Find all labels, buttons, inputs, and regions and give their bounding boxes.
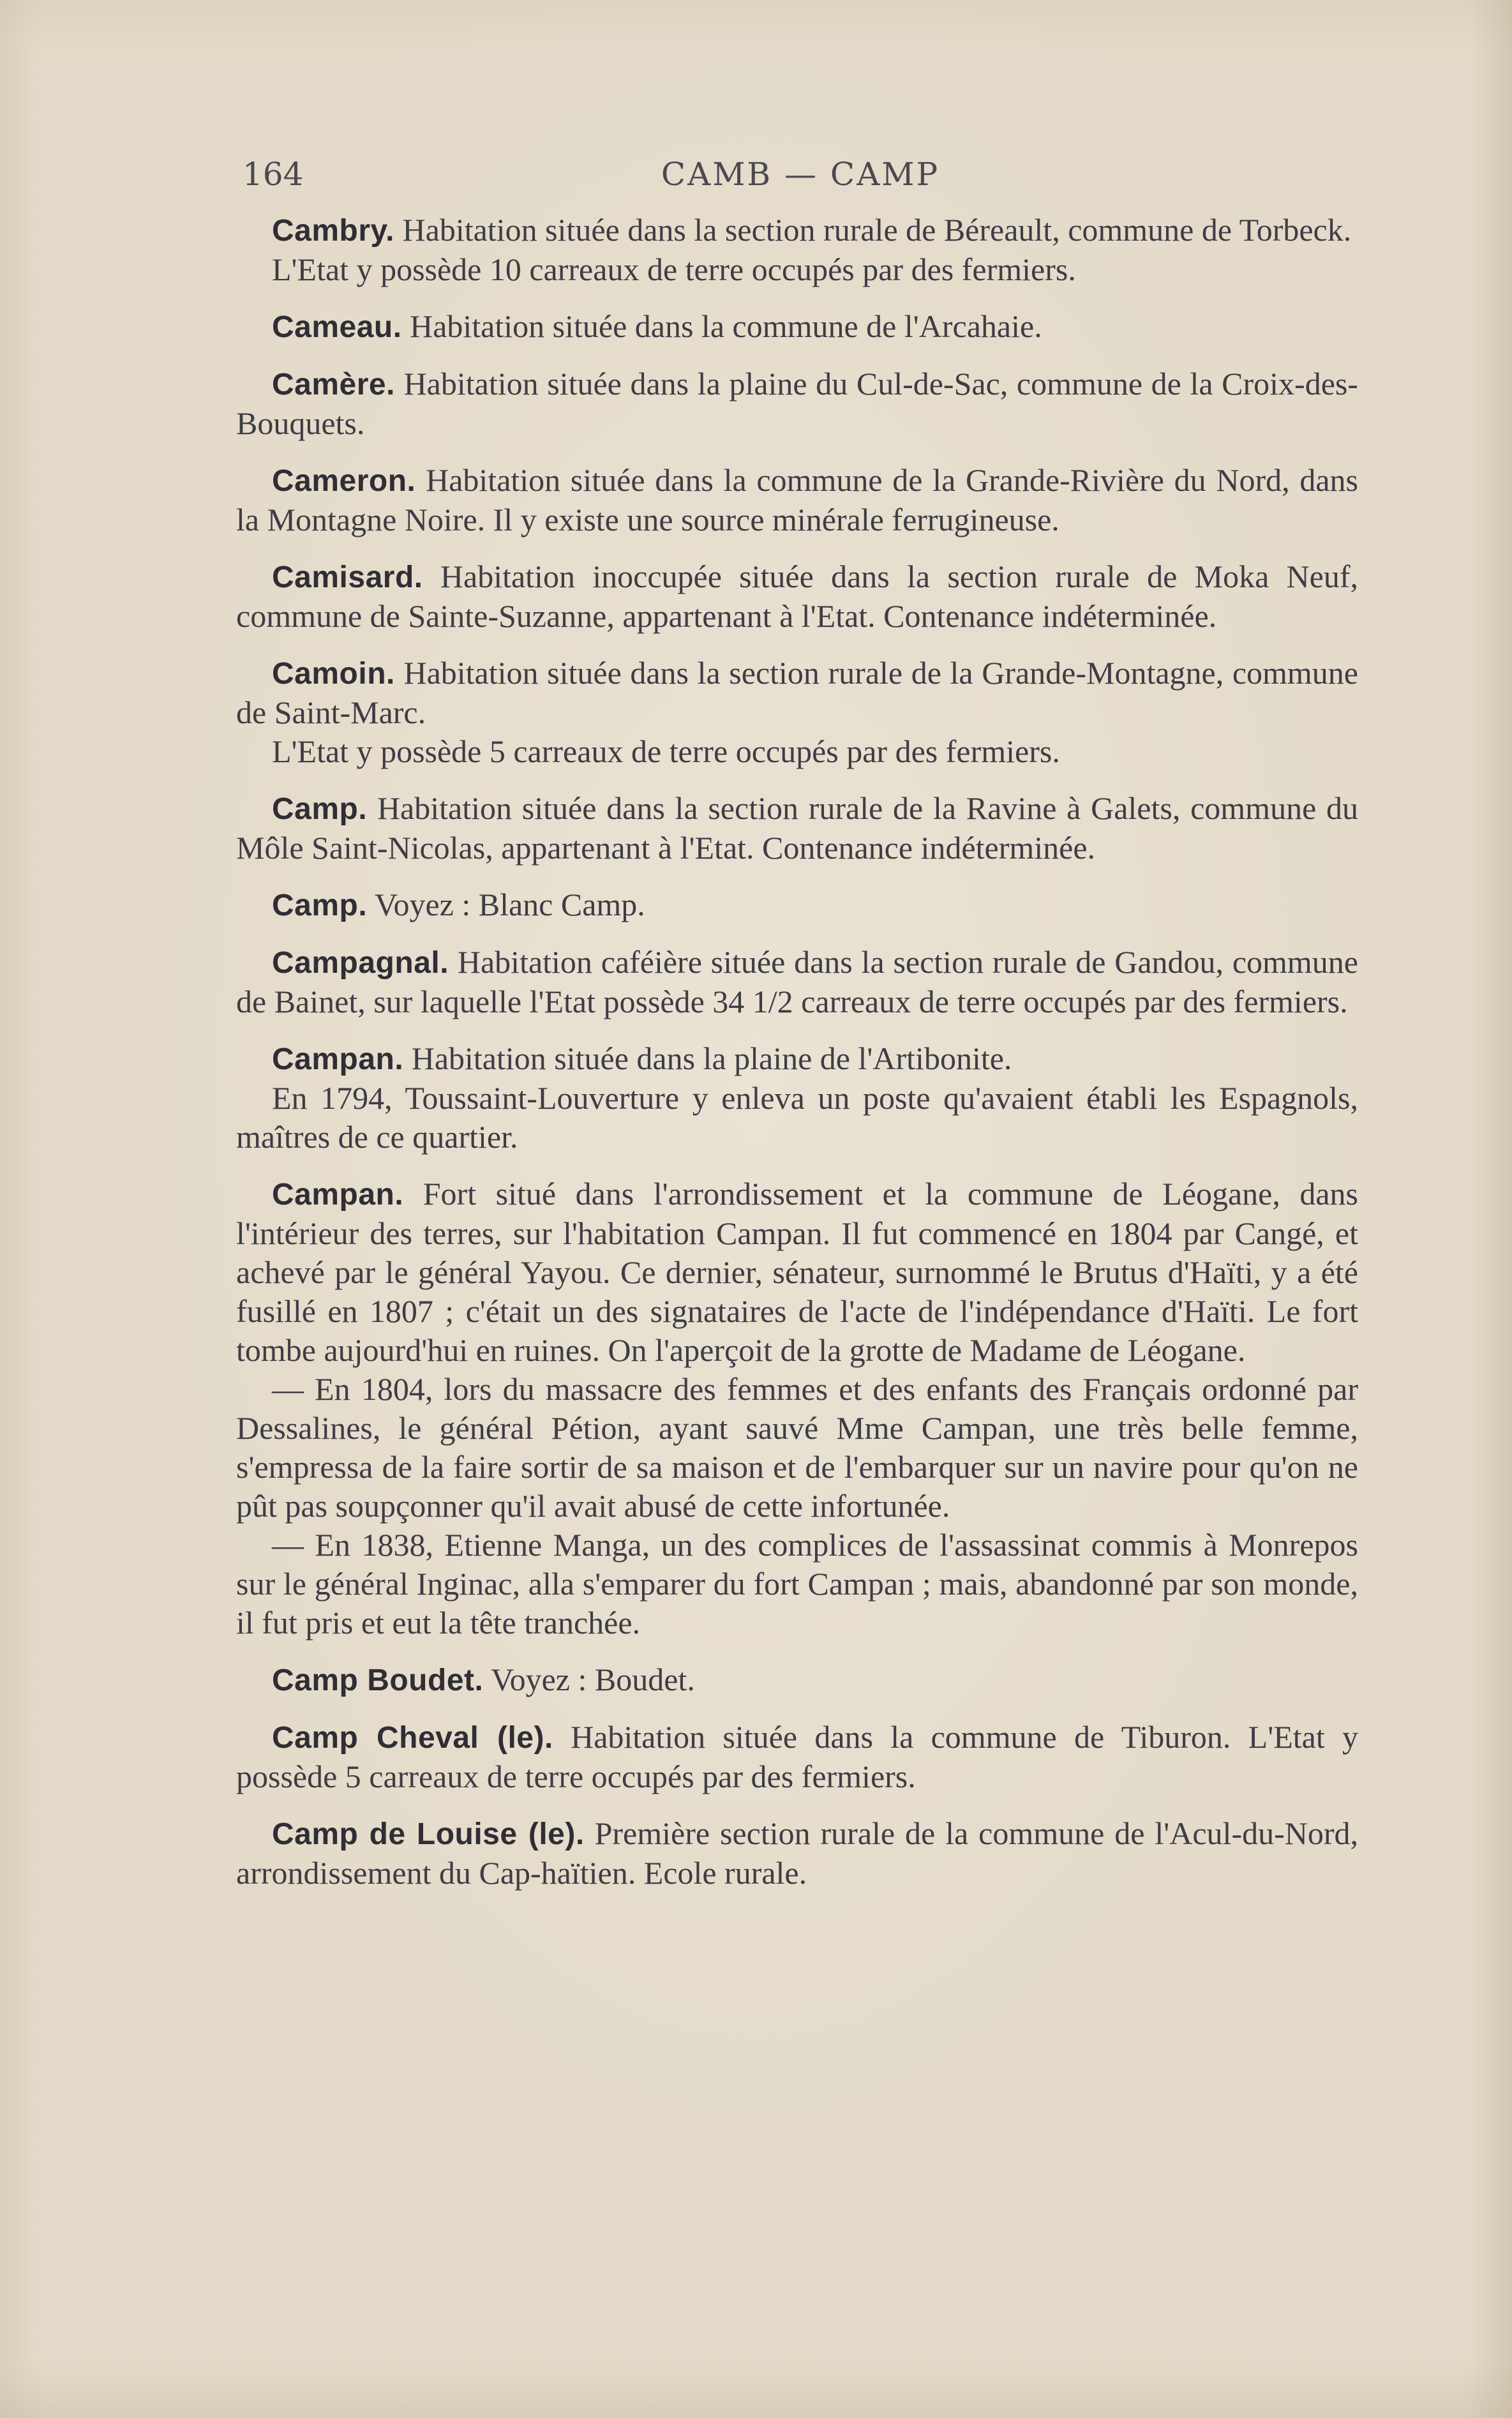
running-head: CAMB — CAMP [661,156,940,193]
entry-headword: Camoin. [272,657,395,691]
entry-headword: Camp de Louise (le). [272,1817,585,1851]
entry-headword: Camp. [272,889,368,922]
entry-headword: Camère. [272,368,395,402]
entry-text: Habitation située dans la section rurale de la Grande-Montagne, commune de Saint-Marc. [236,655,1358,730]
entry-text: Habitation située dans la commune de Tiburon. L'Etat y possède 5 carreaux de terre occupés par des fermiers. [236,1719,1359,1794]
dictionary-entry [236,461,1358,539]
entry-definition [236,1660,1358,1700]
entry-text: Habitation située dans la plaine du Cul-de-Sac, commune de la Croix-des-Bouquets. [236,366,1359,441]
dictionary-entries [236,211,1358,1911]
entry-text: L'Etat y possède 5 carreaux de terre occupés par des fermiers. [272,733,1060,769]
entry-paragraph [236,250,1358,289]
entry-headword: Camp Cheval (le). [272,1721,553,1755]
entry-text: Habitation située dans la commune de l'Arcahaie. [410,308,1042,344]
entry-definition [236,364,1358,443]
dictionary-entry [236,364,1358,443]
entry-headword: Camp Boudet. [272,1663,484,1697]
entry-text: En 1794, Toussaint-Louverture y enleva un poste qu'avaient établi les Espagnols, maîtres de ce quartier. [236,1080,1358,1155]
entry-paragraph [236,1370,1358,1526]
entry-text: — En 1838, Etienne Manga, un des complices de l'assassinat commis à Monrepos sur le général Inginac, alla s'emparer du fort Campan ; mais, abandonné par son monde, il fut pris et eut la tête tranchée. [236,1527,1358,1641]
entry-headword: Cameau. [272,310,402,344]
entry-text: Habitation caféière située dans la section rurale de Gandou, commune de Bainet, sur laquelle l'Etat possède 34 1/2 carreaux de terre occupés par des fermiers. [236,944,1358,1019]
dictionary-entry [236,943,1358,1021]
entry-text: Voyez : Blanc Camp. [374,887,645,922]
entry-text: Voyez : Boudet. [490,1662,695,1697]
entry-headword: Campan. [272,1042,404,1076]
entry-paragraph [236,732,1358,771]
entry-paragraph [236,1079,1358,1157]
entry-definition [236,211,1358,250]
dictionary-entry [236,211,1358,289]
entry-definition [236,1718,1358,1796]
dictionary-entry [236,654,1358,771]
entry-text: Habitation située dans la section rurale de la Ravine à Galets, commune du Môle Saint-Nicolas, appartenant à l'Etat. Contenance indéterminée. [236,790,1359,866]
dictionary-entry [236,1814,1358,1893]
entry-paragraph [236,1526,1358,1642]
dictionary-entry [236,1175,1358,1642]
dictionary-entry [236,789,1358,867]
entry-text: Habitation située dans la plaine de l'Artibonite. [411,1040,1012,1076]
dictionary-entry [236,307,1358,347]
entry-definition [236,1814,1358,1893]
dictionary-entry [236,1718,1358,1796]
entry-definition [236,307,1358,347]
dictionary-entry [236,885,1358,925]
entry-text: Fort situé dans l'arrondissement et la commune de Léogane, dans l'intérieur des terres, sur l'habitation Campan. Il fut commencé en 1804 par Cangé, et achevé par le général Yayou. Ce dernier, sénateur, surnommé le Brutus d'Haïti, y a été fusillé en 1807 ; c'était un des signataires de l'acte de l'indépendance d'Haïti. Le fort tombe aujourd'hui en ruines. On l'aperçoit de la grotte de Madame de Léogane. [236,1176,1359,1368]
dictionary-entry [236,557,1358,636]
page-number: 164 [243,156,304,193]
entry-text: — En 1804, lors du massacre des femmes et des enfants des Français ordonné par Dessalines, le général Pétion, ayant sauvé Mme Campan, une très belle femme, s'empressa de la faire sortir de sa maison et de l'embarquer sur un navire pour qu'on ne pût pas soupçonner qu'il avait abusé de cette infortunée. [236,1371,1358,1524]
entry-headword: Cambry. [272,214,395,248]
entry-headword: Camp. [272,792,368,826]
entry-headword: Campagnal. [272,946,449,980]
entry-text: Première section rurale de la commune de l'Acul-du-Nord, arrondissement du Cap-haïtien. Ecole rurale. [236,1815,1358,1891]
entry-definition [236,1175,1358,1370]
entry-definition [236,1039,1358,1079]
entry-headword: Campan. [272,1178,404,1212]
entry-definition [236,943,1358,1021]
entry-text: Habitation située dans la commune de la Grande-Rivière du Nord, dans la Montagne Noire. Il y existe une source minérale ferrugineuse. [236,462,1358,537]
dictionary-entry [236,1039,1358,1157]
page-header [243,152,1358,197]
entry-definition [236,654,1358,732]
entry-headword: Cameron. [272,464,416,498]
entry-definition [236,885,1358,925]
entry-text: Habitation située dans la section rurale de Béreault, commune de Torbeck. [402,212,1352,248]
entry-text: Habitation inoccupée située dans la section rurale de Moka Neuf, commune de Sainte-Suzanne, appartenant à l'Etat. Contenance indéterminée. [236,559,1358,634]
entry-definition [236,461,1358,539]
entry-definition [236,789,1358,867]
entry-definition [236,557,1358,636]
entry-text: L'Etat y possède 10 carreaux de terre occupés par des fermiers. [272,252,1076,287]
dictionary-entry [236,1660,1358,1700]
entry-headword: Camisard. [272,560,423,594]
